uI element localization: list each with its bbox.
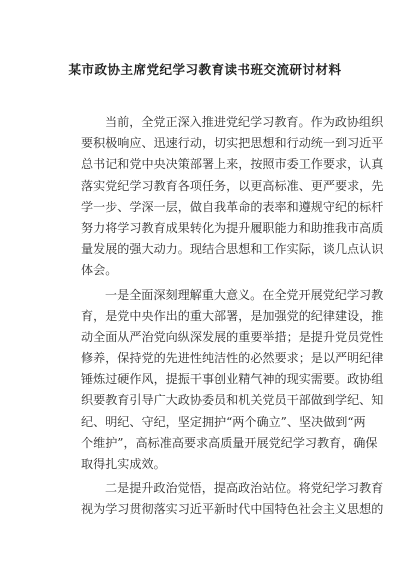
document-title: 某市政协主席党纪学习教育读书班交流研讨材料 [68, 62, 342, 77]
paragraph-line: 总书记和党中央决策部署上来，按照市委工作要求，认真 [81, 157, 384, 172]
paragraph-line: 修养，保持党的先进性纯洁性的必然要求；是以严明纪律 [81, 351, 384, 366]
paragraph-line: 个维护”，高标准高要求高质量开展党纪学习教育，确保 [81, 435, 378, 450]
document-body [81, 112, 384, 521]
paragraph-1 [81, 112, 384, 282]
paragraph-line: 纪、明纪、守纪，坚定拥护“两个确立”、坚决做到“两 [81, 414, 366, 429]
paragraph-line: 体会。 [81, 263, 118, 278]
paragraph-line: 二是提升政治觉悟，提高政治站位。将党纪学习教育 [105, 481, 384, 496]
paragraph-line: 努力将学习教育成果转化为提升履职能力和助推我市高质 [81, 220, 384, 235]
paragraph-line: 取得扎实成效。 [81, 457, 166, 471]
paragraph-line: 动全面从严治党向纵深发展的重要举措；是提升党员党性 [81, 329, 384, 344]
paragraph-line: 育，是党中央作出的重大部署，是加强党的纪律建设，推 [81, 308, 384, 323]
paragraph-line: 锤炼过硬作风，提振干事创业精气神的现实需要。政协组 [81, 372, 384, 387]
paragraph-3 [81, 478, 384, 520]
paragraph-line: 量发展的强大动力。现结合思想和工作实际，谈几点认识 [81, 242, 384, 257]
paragraph-line: 当前，全党正深入推进党纪学习教育。作为政协组织 [105, 115, 384, 129]
paragraph-line: 一是全面深刻理解重大意义。在全党开展党纪学习教 [105, 287, 384, 302]
paragraph-line: 视为学习贯彻落实习近平新时代中国特色社会主义思想的 [81, 502, 384, 517]
paragraph-line: 织要教育引导广大政协委员和机关党员干部做到学纪、知 [81, 393, 384, 408]
paragraph-line: 落实党纪学习教育各项任务，以更高标准、更严要求，先 [81, 178, 384, 193]
paragraph-2 [81, 285, 384, 476]
paragraph-line: 要积极响应、迅速行动，切实把思想和行动统一到习近平 [81, 136, 384, 151]
paragraph-line: 学一步、学深一层，做自我革命的表率和遵规守纪的标杆 [81, 199, 384, 214]
